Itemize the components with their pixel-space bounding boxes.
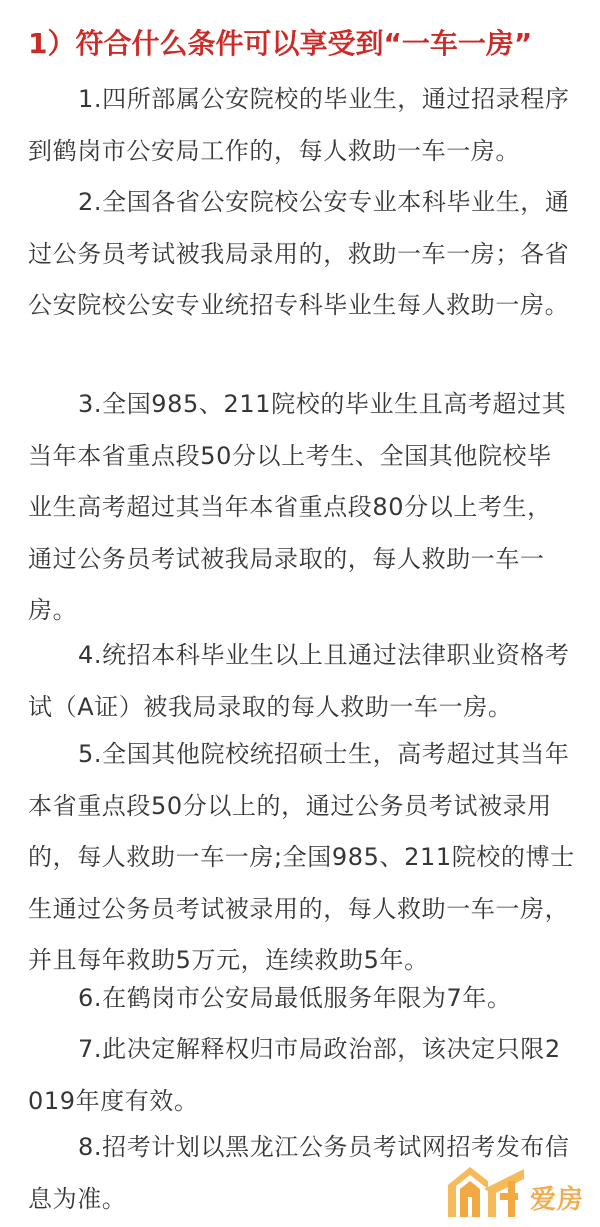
watermark-text: 爱房 (530, 1185, 585, 1215)
condition-item-1: 1.四所部属公安院校的毕业生，通过招录程序到鹤岗市公安局工作的，每人救助一车一房。 (28, 85, 570, 165)
condition-item-7: 7.此决定解释权归市局政治部，该决定只限2019年度有效。 (28, 1035, 561, 1115)
condition-item-8: 8.招考计划以黑龙江公务员考试网招考发布信息为准。 (28, 1133, 570, 1213)
section-heading: 1）符合什么条件可以享受到“一车一房” (28, 27, 533, 60)
watermark (444, 1159, 592, 1221)
condition-item-5: 5.全国其他院校统招硕士生，高考超过其当年本省重点段50分以上的，通过公务员考试被录用的，每人救助一车一房;全国985、211院校的博士生通过公务员考试被录用的，每人救助一车一房，并且每年救助5万元，连续救助5年。 (28, 740, 575, 974)
condition-item-4: 4.统招本科毕业生以上且通过法律职业资格考试（A证）被我局录取的每人救助一车一房。 (28, 641, 570, 721)
house-logo-icon (444, 1159, 530, 1221)
condition-item-6: 6.在鹤岗市公安局最低服务年限为7年。 (78, 984, 512, 1012)
condition-item-2: 2.全国各省公安院校公安专业本科毕业生，通过公务员考试被我局录用的，救助一车一房；各省公安院校公安专业统招专科毕业生每人救助一房。 (28, 188, 570, 319)
condition-item-3: 3.全国985、211院校的毕业生且高考超过其当年本省重点段50分以上考生、全国其他院校毕业生高考超过其当年本省重点段80分以上考生，通过公务员考试被我局录取的，每人救助一车一房。 (28, 390, 567, 624)
